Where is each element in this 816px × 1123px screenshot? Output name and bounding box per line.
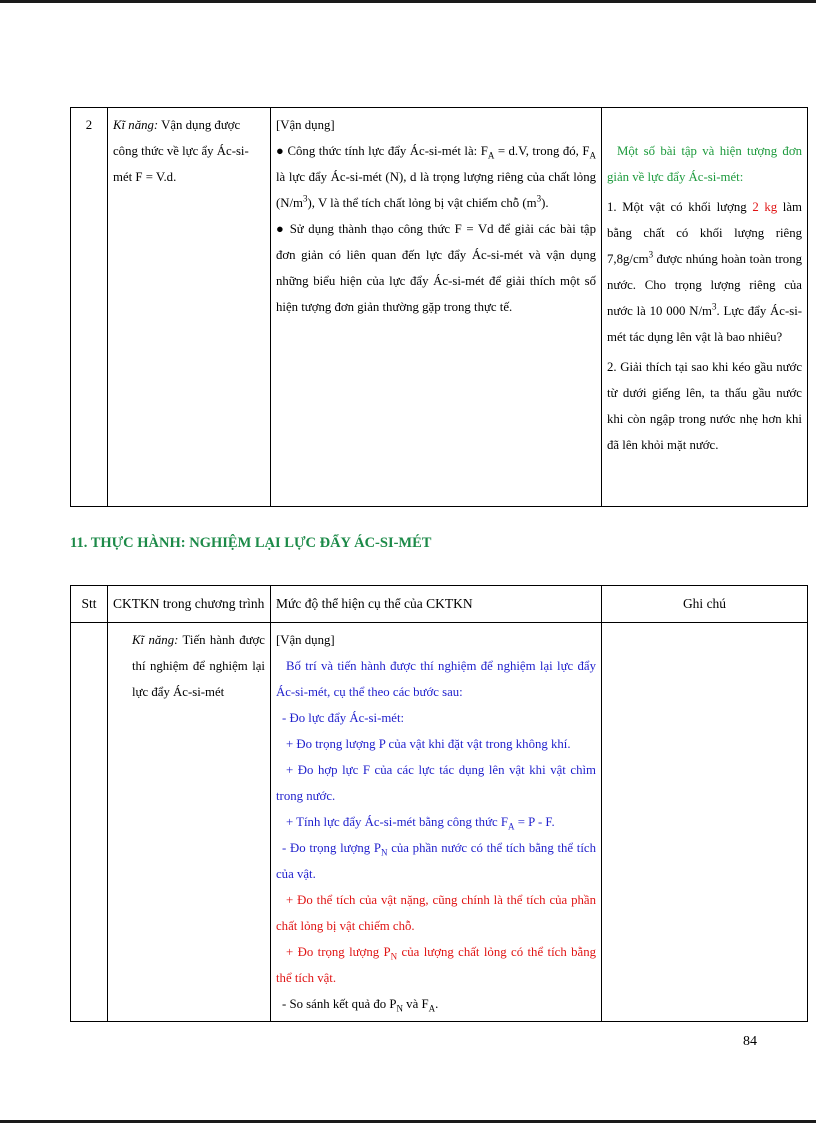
step-1c: + Tính lực đẩy Ác-si-mét bằng công thức $F_A = P - F$. (286, 815, 555, 832)
stt-cell (71, 623, 108, 1022)
step-2b: + Đo trọng lượng $P_N$ của lượng chất lỏng có thể tích bằng thể tích vật. (276, 945, 596, 985)
bullet-2: ● Sử dụng thành thạo công thức F = Vd để giải các bài tập đơn giản có liên quan đến lực đẩy Ác-si-mét và vận dụng những biểu hiện của lực đẩy Ác-si-mét để giải thích một số hiện tượng đơn giản thường gặp trong thực tế. (276, 222, 596, 314)
page-number: 84 (743, 1034, 757, 1049)
step-3: - So sánh kết quả đo $P_N$ và $F_A$. (282, 997, 439, 1014)
skill-label: Kĩ năng: (113, 118, 159, 132)
question-2: 2. Giải thích tại sao khi kéo gầu nước từ dưới giếng lên, ta thấu gầu nước khi còn ngập trong nước nhẹ hơn khi đã lên khỏi mặt nước. (607, 360, 802, 452)
note-cell (602, 108, 808, 507)
skill-text: Vận dụng được công thức về lực ẩy Ác-si-mét F = V.d. (113, 118, 249, 184)
question-1: 1. Một vật có khối lượng 2 kg làm bằng chất có khối lượng riêng $7,8g/cm^3$ được nhúng hoàn toàn trong nước. Cho trọng lượng riêng của nước là 10 000 $N/m^3$. Lực đẩy Ác-si-mét tác dụng lên vật là bao nhiêu? (607, 200, 803, 344)
header-note: Ghi chú (602, 586, 808, 623)
level-cell (271, 108, 602, 507)
step-2a: + Đo thể tích của vật nặng, cũng chính là thể tích của phần chất lỏng bị vật chiếm chỗ. (276, 893, 596, 933)
note-intro: Một số bài tập và hiện tượng đơn giản về lực đẩy Ác-si-mét: (607, 144, 802, 184)
bullet-1: ● Công thức tính lực đẩy Ác-si-mét là: $F_A = d.V$, trong đó, $F_A$ là lực đẩy Ác-si-mét (N), d là trọng lượng riêng của chất lỏng $(N/m^3)$, V là thể tích chất lỏng bị vật chiếm chỗ $(m^3)$. (276, 144, 596, 210)
header-stt: Stt (71, 586, 108, 623)
stt-cell (71, 108, 108, 507)
skills-table-1 (70, 107, 808, 507)
step-1b: + Đo hợp lực F của các lực tác dụng lên vật khi vật chìm trong nước. (276, 763, 596, 803)
table-row (71, 623, 808, 1022)
level-tag: [Vận dụng] (276, 118, 335, 132)
header-ckt: CKTKN trong chương trình (108, 586, 271, 623)
skill-text: Tiến hành được thí nghiệm để nghiệm lại lực đẩy Ác-si-mét (132, 633, 265, 699)
header-level: Mức độ thể hiện cụ thể của CKTKN (271, 586, 602, 623)
stt-number: 2 (85, 118, 93, 132)
step-1a: + Đo trọng lượng P của vật khi đặt vật trong không khí. (286, 737, 571, 751)
table-row (71, 108, 808, 507)
note-cell (602, 623, 808, 1022)
ckt-cell (108, 108, 271, 507)
skill-label: Kĩ năng: (132, 633, 179, 647)
level-tag: [Vận dụng] (276, 633, 335, 647)
top-border-line (0, 0, 816, 3)
skills-table-2 (70, 585, 808, 1022)
section-heading: 11. THỰC HÀNH: NGHIỆM LẠI LỰC ĐẨY ÁC-SI-MÉT (70, 535, 432, 551)
step-1: - Đo lực đẩy Ác-si-mét: (282, 711, 405, 725)
header-row (71, 586, 808, 623)
step-2: - Đo trọng lượng $P_N$ của phần nước có thể tích bằng thể tích của vật. (276, 841, 596, 881)
ckt-cell (108, 623, 271, 1022)
intro-text: Bố trí và tiến hành được thí nghiệm để nghiệm lại lực đẩy Ác-si-mét, cụ thể theo các bước sau: (276, 659, 596, 699)
level-cell (271, 623, 602, 1022)
